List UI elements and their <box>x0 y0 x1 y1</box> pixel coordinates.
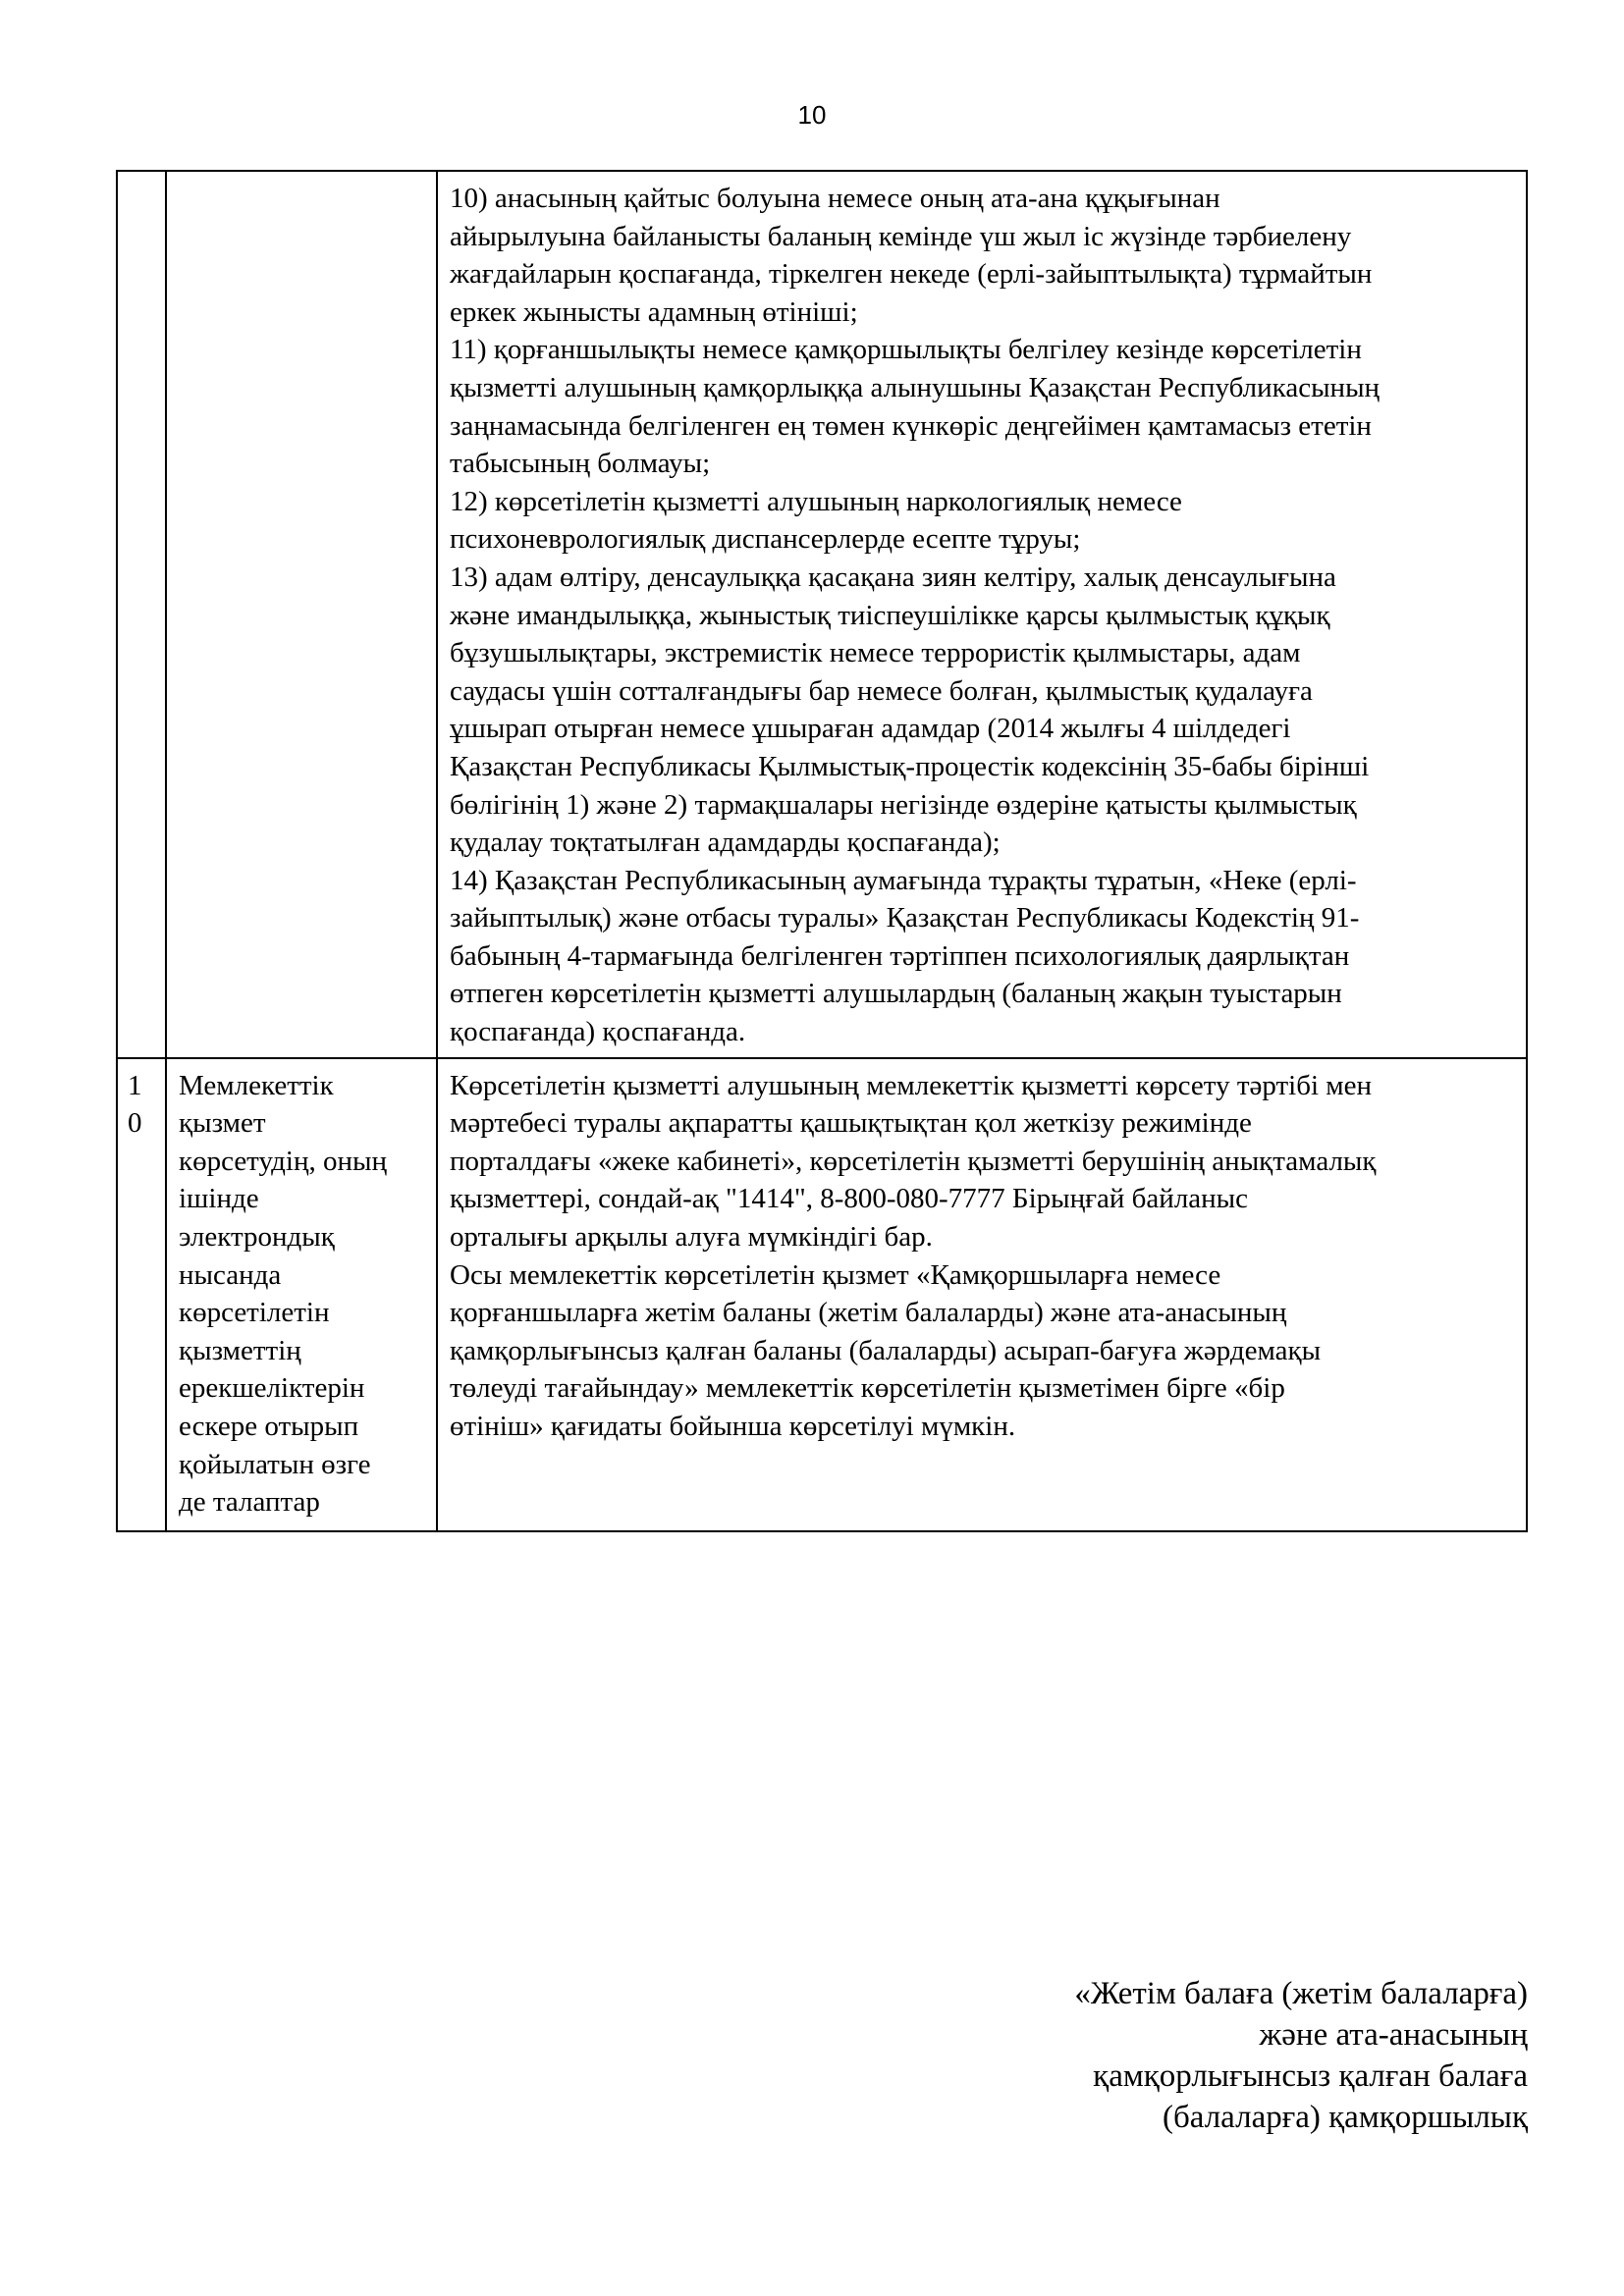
appendix-caption: «Жетім балаға (жетім балаларға) және ата-анасының қамқорлығынсыз қалған балаға (балаларға) қамқоршылық <box>1074 1976 1528 2135</box>
row-name-cell <box>166 171 437 1058</box>
row-number-cell: 1 0 <box>117 1058 166 1531</box>
table-row <box>117 171 1527 1058</box>
requirements-table <box>116 170 1528 1532</box>
page-number: 10 <box>797 100 827 130</box>
row-name-cell: Мемлекеттік қызмет көрсетудің, оның ішінде электрондық нысанда көрсетілетін қызметтің ерекшеліктерін ескере отырып қойылатын өзге де талаптар <box>166 1058 437 1531</box>
table-row <box>117 1058 1527 1531</box>
row-content-cell: 10) анасының қайтыс болуына немесе оның ата-ана құқығынан айырылуына байланысты баланың кемінде үш жыл іс жүзінде тәрбиелену жағдайларын қоспағанда, тіркелген некеде (ерлі-зайыптылықта) тұрмайтын еркек жынысты адамның өтініші; 11) қорғаншылықты немесе қамқоршылықты белгілеу кезінде көрсетілетін қызметті алушының қамқорлыққа алынушыны Қазақстан Республикасының заңнамасында белгіленген ең төмен күнкөріс деңгейімен қамтамасыз ететін табысының болмауы; 12) көрсетілетін қызметті алушының наркологиялық немесе психоневрологиялық диспансерлерде есепте тұруы; 13) адам өлтіру, денсаулыққа қасақана зиян келтіру, халық денсаулығына және имандылыққа, жыныстық тиіспеушілікке қарсы қылмыстық құқық бұзушылықтары, экстремистік немесе террористік қылмыстары, адам саудасы үшін сотталғандығы бар немесе болған, қылмыстық қудалауға ұшырап отырған немесе ұшыраған адамдар (2014 жылғы 4 шілдедегі Қазақстан Республикасы Қылмыстық-процестік кодексінің 35-бабы бірінші бөлігінің 1) және 2) тармақшалары негізінде өздеріне қатысты қылмыстық қудалау тоқтатылған адамдарды қоспағанда); 14) Қазақстан Республикасының аумағында тұрақты тұратын, «Неке (ерлі- зайыптылық) және отбасы туралы» Қазақстан Республикасы Кодекстің 91- бабының 4-тармағында белгіленген тәртіппен психологиялық даярлықтан өтпеген көрсетілетін қызметті алушылардың (баланың жақын туыстарын қоспағанда) қоспағанда. <box>437 171 1527 1058</box>
row-content-cell: Көрсетілетін қызметті алушының мемлекеттік қызметті көрсету тәртібі мен мәртебесі туралы ақпаратты қашықтықтан қол жеткізу режимінде порталдағы «жеке кабинеті», көрсетілетін қызметті берушінің анықтамалық қызметтері, сондай-ақ "1414", 8-800-080-7777 Бірыңғай байланыс орталығы арқылы алуға мүмкіндігі бар. Осы мемлекеттік көрсетілетін қызмет «Қамқоршыларға немесе қорғаншыларға жетім баланы (жетім балаларды) және ата-анасының қамқорлығынсыз қалған баланы (балаларды) асырап-бағуға жәрдемақы төлеуді тағайындау» мемлекеттік көрсетілетін қызметімен бірге «бір өтініш» қағидаты бойынша көрсетілуі мүмкін. <box>437 1058 1527 1531</box>
row-number-cell <box>117 171 166 1058</box>
